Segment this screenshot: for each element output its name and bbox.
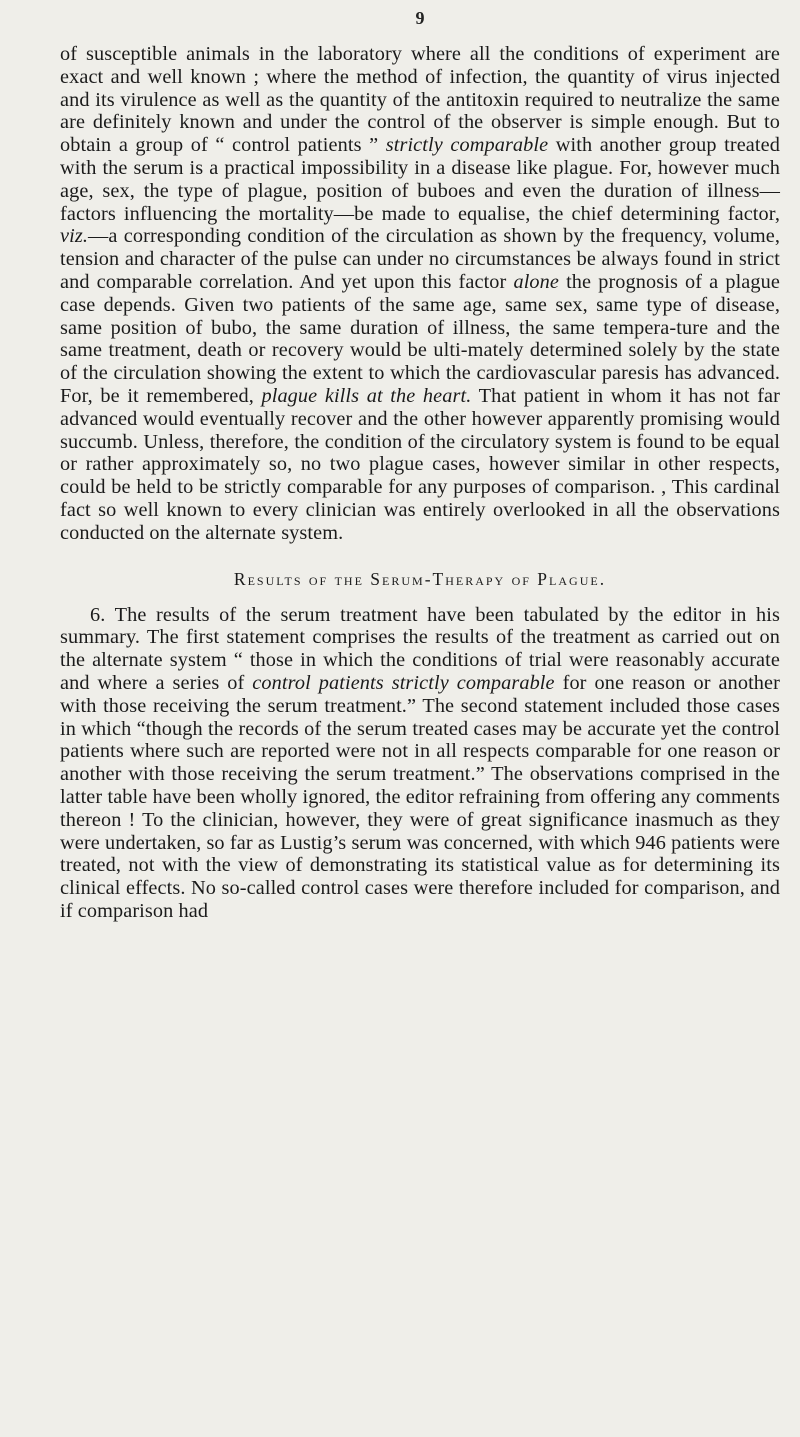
paragraph-control-patients: [60, 43, 780, 545]
paragraph-1-text-1: of susceptible animals in the laboratory where all the conditions of experiment are exact and well known ; where the method of infection, the quantity of virus injected and its virulence as well as the quantity of the antitoxin required to neutralize the same are definitely known and under the control of the observer is simple enough. But to obtain a group of “ control patients ”: [60, 43, 780, 157]
page-number: 9: [415, 8, 425, 28]
paragraph-2-text-2: for one reason or another with those receiving the serum treatment.” The second statement included those cases in which “though the records of the serum treated cases may be accurate yet the control patients where such are reported were not in all respects comparable for one reason or another with those receiving the serum treatment.” The observations comprised in the latter table have been wholly ignored, the editor refraining from offering any comments thereon ! To the clinician, however, they were of great significance inasmuch as they were undertaken, so far as Lustig’s serum was concerned, with which 946 patients were treated, not with the view of demonstrating its statistical value as for determining its clinical effects. No so-called control cases were therefore included for comparison, and if comparison had: [60, 671, 781, 922]
section-heading: Results of the Serum-Therapy of Plague.: [233, 568, 607, 589]
paragraph-1-italic-1: strictly comparable: [385, 134, 549, 157]
paragraph-1-italic-4: plague kills at the heart.: [261, 384, 472, 407]
paragraph-1-text-3: —a corresponding condition of the circulation as shown by the frequency, volume, tension and character of the pulse can under no circumstances be always found in strict and comparable correlation. And yet upon this factor: [60, 225, 780, 293]
paragraph-1-italic-3: alone: [513, 270, 560, 293]
paragraph-1-text-5: That patient in whom it has not far advanced would eventually recover and the other however apparently promising would succumb. Unless, therefore, the condition of the circulatory system is found to be equal or rather approximately so, no two plague cases, however similar in other respects, could be held to be strictly comparable for any purposes of comparison. , This cardinal fact so well known to every clinician was entirely overlooked in all the observations conducted on the alternate system.: [60, 384, 781, 544]
paragraph-serum-results: [60, 604, 780, 923]
paragraph-1-text-2: with another group treated with the serum is a practical impossibility in a disease like plague. For, however much age, sex, the type of plague, position of buboes and even the duration of illness—factors influencing the mortality—be made to equalise, the chief determining factor,: [60, 134, 780, 225]
paragraph-1-italic-2: viz.: [60, 225, 88, 248]
paragraph-1-text-4: the prognosis of a plague case depends. Given two patients of the same age, same sex, same type of disease, same position of bubo, the same duration of illness, the same tempera-ture and the same treatment, death or recovery would be ulti-mately determined solely by the state of the circulation showing the extent to which the cardiovascular paresis has advanced. For, be it remembered,: [60, 270, 780, 407]
paragraph-2-italic-1: control patients strictly comparable: [252, 671, 555, 694]
paragraph-2-text-1: 6. The results of the serum treatment have been tabulated by the editor in his summary. The first statement comprises the results of the treatment as carried out on the alternate system “ those in which the conditions of trial were reasonably accurate and where a series of: [60, 603, 780, 694]
